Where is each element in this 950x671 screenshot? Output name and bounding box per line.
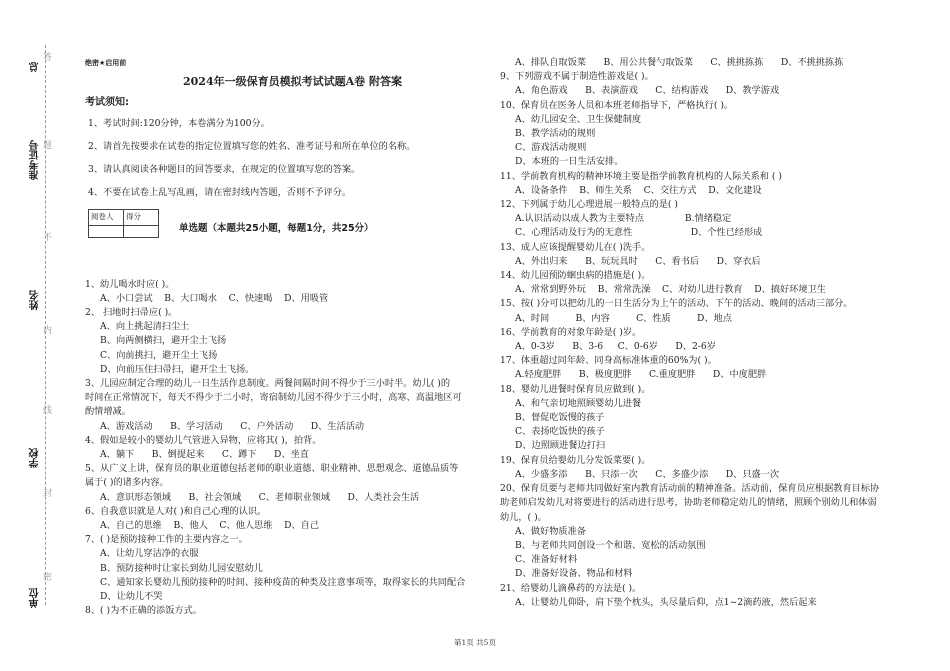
secret-mark: 绝密★启用前 [85, 59, 127, 67]
notice-item: 2、请首先按要求在试卷的指定位置填写您的姓名、准考证号和所在单位的名称。 [88, 140, 416, 152]
school-label: 学校 [30, 448, 41, 468]
binding-margin [0, 0, 70, 671]
option: A、让幼儿穿洁净的衣服 [100, 548, 199, 560]
option: A、和气亲切地照顾婴幼儿进餐 [515, 397, 642, 409]
question-19: 19、保育员给婴幼儿分发饭菜要( )。 [500, 454, 651, 466]
question-14-options: A、常常到野外玩 B、常常洗澡 C、对幼儿进行教育 D、搞好环境卫生 [515, 284, 826, 296]
option: D、让幼儿不哭 [100, 591, 163, 603]
question-15: 15、按( )分可以把幼儿的一日生活分为上午的活动、下午的活动、晚间的活动三部分。 [500, 298, 853, 310]
exam-title: 2024年一级保育员模拟考试试题A卷 附答案 [183, 75, 402, 89]
question-9-options: A、角色游戏 B、表演游戏 C、结构游戏 D、教学游戏 [515, 85, 780, 97]
question-8-options: A、排队自取饭菜 B、用公共餐勺取饭菜 C、挑挑拣拣 D、不挑挑拣拣 [515, 57, 844, 68]
left-column [85, 56, 500, 619]
question-2: 2、 扫地时扫帚应( )。 [85, 307, 178, 319]
exam-id-label: 准考证号 [30, 140, 41, 180]
question-8: 8、( )为不正确的添饭方式。 [85, 605, 202, 617]
option: B、教学活动的规则 [515, 128, 596, 140]
seal-word: 线 [41, 405, 51, 414]
seal-word: 题 [41, 140, 51, 149]
option: B、向两侧横扫，避开尘土飞扬 [100, 335, 227, 347]
seal-word: 密 [41, 572, 51, 581]
notice-item: 4、不要在试卷上乱写乱画，请在密封线内答题，否则不予评分。 [88, 187, 352, 199]
option: B、预防接种时让家长到幼儿园安慰幼儿 [100, 562, 263, 574]
question-17: 17、体重超过同年龄、同身高标准体重的60%为( )。 [500, 355, 717, 367]
question-3: 3、儿园应制定合理的幼儿一日生活作息制度。两餐间隔时间不得少于三小时半。幼儿( )的 [85, 378, 451, 390]
option: C、向前挑扫，避开尘土飞扬 [100, 349, 218, 361]
grader-cell[interactable] [89, 225, 124, 237]
question-3-options: A、游戏活动 B、学习活动 C、户外活动 D、生活活动 [100, 420, 365, 432]
question-19-options: A、少盛多添 B、只添一次 C、多盛少添 D、只盛一次 [515, 468, 780, 480]
score-cell[interactable] [124, 225, 159, 237]
seal-word: 封 [41, 488, 51, 497]
question-18: 18、婴幼儿进餐时保育员应做到( )。 [500, 383, 651, 395]
question-5-options: A、意识形态领域 B、社会领域 C、老师职业领域 D、人类社会生活 [100, 491, 420, 503]
question-13: 13、成人应该提醒婴幼儿在( )洗手。 [500, 241, 651, 253]
option: A、让婴幼儿仰卧，肩下垫个枕头，头尽量后仰，点1~2滴药液，然后起来 [515, 596, 817, 608]
option: C、通知家长婴幼儿预防接种的时间、接种疫苗的种类及注意事项等，取得家长的共同配合 [100, 576, 466, 588]
score-table [88, 209, 159, 237]
question-11: 11、学前教育机构的精神环境主要是指学前教育机构的人际关系和 ( ) [500, 170, 782, 182]
question-11-options: A、设备条件 B、师生关系 C、交往方式 D、文化建设 [515, 184, 762, 196]
name-label: 姓名 [30, 290, 41, 310]
question-20: 20、保育员要与老师共同做好室内教育活动前的精神准备。活动前，保育员应根据教育目标协 [500, 483, 880, 495]
question-14: 14、幼儿园预防蛔虫病的措施是( )。 [500, 270, 651, 282]
notice-list [85, 117, 500, 201]
option: A、向上挑起清扫尘土 [100, 321, 190, 333]
question-9: 9、下列游戏不属于制造性游戏是( )。 [500, 71, 654, 83]
score-header: 得分 [124, 210, 159, 225]
seal-word: 答 [41, 52, 51, 61]
option: D、边照顾进餐边打扫 [515, 440, 606, 452]
option: C、准备好材料 [515, 554, 578, 566]
notice-heading: 考试须知: [85, 97, 129, 109]
question-5-cont: 属于( )的诸多内容。 [85, 477, 169, 489]
question-4: 4、假如是较小的婴幼儿气管进入异物，应将其( )，拍背。 [85, 434, 322, 446]
section-title: 单选题（本题共25小题，每题1分，共25分） [179, 223, 374, 235]
question-15-options: A、时间 B、内容 C、性质 D、地点 [515, 312, 732, 324]
question-17-options: A.轻度肥胖 B、极度肥胖 C.重度肥胖 D、中度肥胖 [515, 369, 767, 381]
question-12: 12、下列属于幼儿心理进展一般特点的是( ) [500, 199, 678, 211]
question-4-options: A、躺下 B、倒提起来 C、蹲下 D、坐直 [100, 449, 309, 461]
question-12-options: A.认识活动以成人教为主要特点 B.情绪稳定 [515, 213, 732, 225]
question-6: 6、自我意识就是人对( )和自己心理的认识。 [85, 505, 267, 517]
grader-header: 阅卷人 [89, 210, 124, 225]
page-number: 第1页 共5页 [454, 638, 496, 647]
score-row [88, 209, 500, 237]
question-16: 16、学前教育的对象年龄是( )岁。 [500, 326, 642, 338]
question-1: 1、幼儿喝水时应( )。 [85, 278, 175, 290]
question-5: 5、从广义上讲，保育员的职业道德包括老师的职业道德、职业精神、思想观念、道德品质等 [85, 463, 459, 475]
option: B、与老师共同创设一个和谐、宽松的活动氛围 [515, 539, 706, 551]
question-20-cont: 幼儿，( )。 [500, 511, 547, 523]
question-12-options: C、心理活动及行为的无意性 D、个性已经形成 [515, 227, 763, 239]
question-21: 21、给婴幼儿滴鼻药的方法是( )。 [500, 582, 642, 594]
option: D、准备好设备、物品和材料 [515, 568, 633, 580]
notice-item: 3、请认真阅读各种题目的回答要求，在规定的位置填写您的答案。 [88, 164, 361, 176]
seal-word: 内 [41, 325, 51, 334]
question-7: 7、( )是预防接种工作的主要内容之一。 [85, 534, 248, 546]
option: C、表扬吃饭快的孩子 [515, 426, 605, 438]
option: C、游戏活动规则 [515, 142, 587, 154]
question-1-options: A、小口尝试 B、大口喝水 C、快速喝 D、用吸管 [100, 292, 329, 304]
right-column [500, 56, 900, 610]
binding-label-top: 总 [30, 62, 41, 72]
notice-item: 1、考试时间:120分钟，本卷满分为100分。 [88, 117, 270, 129]
option: A、做好物质准备 [515, 525, 586, 537]
question-3-cont: 时间在正常情况下，每天不得少于二小时，寄宿制幼儿园不得少于三小时，高寒、高温地区可 [85, 392, 462, 404]
question-10: 10、保育员在医务人员和本班老师指导下，严格执行( )。 [500, 99, 734, 111]
question-6-options: A、自己的思维 B、他人 C、他人思维 D、自己 [100, 520, 320, 532]
question-13-options: A、外出归来 B、玩玩具时 C、看书后 D、穿衣后 [515, 255, 761, 267]
question-16-options: A、0-3岁 B、3-6 C、0-6岁 D、2-6岁 [515, 341, 716, 353]
question-3-cont: 酌情增减。 [85, 406, 131, 418]
option: D、本班的一日生活安排。 [515, 156, 624, 168]
option: B、督促吃饭慢的孩子 [515, 412, 605, 424]
option: A、幼儿园安全、卫生保健制度 [515, 113, 642, 125]
option: D、向前压住扫帚扫，避开尘土飞扬。 [100, 363, 255, 375]
question-20-cont: 助老师启发幼儿对将要进行的活动进行思考，协助老师稳定幼儿的情绪，照顾个别幼儿和体弱 [500, 497, 877, 509]
unit-label: 单位 [30, 588, 41, 608]
seal-word: 不 [41, 232, 51, 241]
